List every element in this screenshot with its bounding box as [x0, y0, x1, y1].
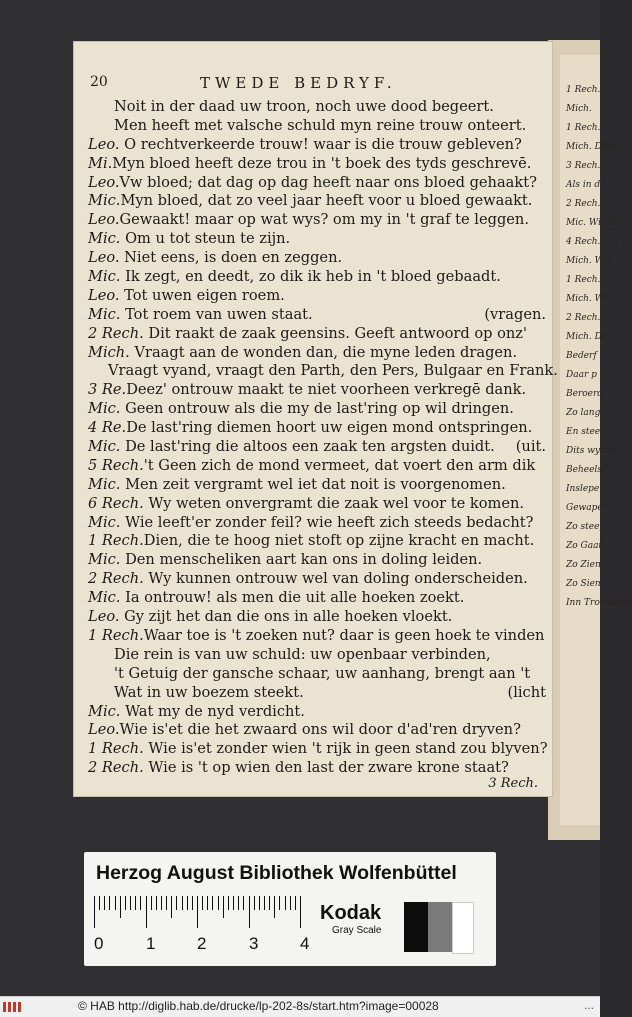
ruler-number: 0: [94, 934, 104, 953]
facing-page-fragment: Mich. De: [566, 332, 608, 342]
turnover-fragment: (vragen.: [484, 305, 546, 323]
turnover-fragment: (licht: [507, 683, 546, 701]
speaker-label: Mic.: [88, 400, 121, 418]
text-line: [88, 381, 546, 400]
speaker-label: Mic.: [88, 192, 121, 210]
text-line: [88, 287, 546, 306]
ruler-tick: [161, 896, 162, 910]
text-line: [88, 325, 546, 344]
verse-text: Tot roem van uwen staat.: [120, 305, 313, 323]
text-line: [88, 476, 546, 495]
ruler-tick: [249, 896, 250, 928]
ruler-tick: [197, 896, 198, 928]
speaker-label: Mi.: [88, 154, 113, 172]
kodak-logo: Kodak: [320, 902, 382, 924]
ruler-tick: [279, 896, 280, 910]
facing-page-fragment: Inn Trouweme: [566, 598, 632, 608]
ruler-tick: [274, 896, 275, 918]
text-line: [88, 268, 546, 287]
verse-text: Gewaakt! maar op wat wys? om my in 't graf te leggen.: [119, 211, 529, 229]
verse-text: Die rein is van uw schuld: uw openbaar verbinden,: [114, 645, 491, 663]
facing-page-fragment: Zo steeg: [566, 522, 606, 532]
speaker-label: Leo.: [88, 721, 120, 739]
text-block: [88, 98, 558, 778]
more-menu-icon[interactable]: ...: [583, 998, 594, 1012]
verse-text: Wie is'et die het zwaard ons wil door d'ad'ren dryven?: [119, 721, 521, 739]
ruler-tick: [207, 896, 208, 910]
ruler-number: 2: [197, 934, 207, 953]
hab-logo-icon[interactable]: [2, 1000, 22, 1014]
text-line: [88, 249, 546, 268]
text-line: [88, 721, 546, 740]
ruler-number: 4: [300, 934, 310, 953]
speaker-label: Leo.: [88, 135, 120, 153]
text-line: [88, 117, 546, 136]
facing-page-fragment: Dits wyard: [566, 446, 616, 456]
text-line: [88, 684, 546, 703]
speaker-label: Mic.: [88, 513, 121, 531]
facing-page-fragment: Gewapen: [566, 503, 609, 513]
viewer-footer: [0, 996, 600, 1017]
gray-scale-label: Gray Scale: [332, 925, 382, 936]
ruler-tick: [135, 896, 136, 910]
verse-text: Wat in uw boezem steekt.: [114, 683, 304, 701]
speaker-label: Mic.: [88, 589, 121, 607]
verse-text: Den menscheliken aart kan ons in doling leiden.: [120, 551, 483, 569]
speaker-label: 1 Rech.: [88, 532, 144, 550]
speaker-label: Mic.: [88, 230, 121, 248]
verse-text: Geen ontrouw als die my de last'ring op wil dringen.: [120, 400, 514, 418]
gray-swatch-black: [404, 902, 428, 952]
text-line: [88, 400, 546, 419]
text-line: [88, 230, 546, 249]
text-line: [88, 344, 546, 363]
running-head: TWEDE BEDRYF.: [200, 74, 397, 92]
text-line: [88, 703, 546, 722]
speaker-label: 4 Re.: [88, 419, 127, 437]
ruler-tick: [254, 896, 255, 910]
verse-text: Waar toe is 't zoeken nut? daar is geen hoek te vinden: [143, 626, 545, 644]
facing-page-fragment: 4 Rech. Wy: [566, 237, 618, 247]
ruler-tick: [166, 896, 167, 910]
ruler-tick: [104, 896, 105, 910]
facing-page-fragment: Mich. Dien: [566, 142, 616, 152]
ruler-number: 3: [249, 934, 259, 953]
speaker-label: 2 Rech.: [88, 759, 144, 777]
verse-text: Deez' ontrouw maakt te niet voorheen verkregē dank.: [126, 381, 527, 399]
ruler-tick: [171, 896, 172, 918]
ruler-tick: [140, 896, 141, 910]
facing-page-fragment: 2 Rech. Wat: [566, 199, 621, 209]
ruler-tick: [94, 896, 95, 928]
facing-page-fragment: 1 Rech.: [566, 123, 601, 133]
text-line: [88, 192, 546, 211]
verse-text: 't Getuig der gansche schaar, uw aanhang, brengt aan 't: [114, 664, 531, 682]
verse-text: Men zeit vergramt wel iet dat noit is voorgenomen.: [120, 475, 506, 493]
ruler-tick: [300, 896, 301, 928]
ruler-tick: [269, 896, 270, 910]
verse-text: Wie is 't op wien den last der zware krone staat?: [143, 759, 509, 777]
verse-text: Niet eens, is doen en zeggen.: [119, 249, 343, 267]
ruler-tick: [290, 896, 291, 910]
ruler-tick: [156, 896, 157, 910]
ruler-tick: [130, 896, 131, 910]
text-line: [88, 608, 546, 627]
facing-page-fragment: Beroerd: [566, 389, 604, 399]
ruler-number: 1: [146, 934, 156, 953]
speaker-label: Leo.: [88, 286, 120, 304]
turnover-fragment: (uit.: [515, 438, 546, 456]
verse-text: Noit in der daad uw troon, noch uwe dood begeert.: [114, 98, 494, 115]
facing-page-fragment: Inslepen: [566, 484, 606, 494]
ruler-tick: [238, 896, 239, 910]
verse-text: Vraagt aan de wonden dan, die myne leden dragen.: [129, 343, 518, 361]
speaker-label: Mic.: [88, 438, 121, 456]
facing-page-fragment: 2 Rech.: [566, 313, 601, 323]
card-title: Herzog August Bibliothek Wolfenbüttel: [96, 862, 457, 884]
page-number: 20: [90, 74, 108, 90]
verse-text: Wy weten onvergramt die zaak wel voor te komen.: [143, 494, 525, 512]
text-line: [88, 457, 546, 476]
verse-text: 't Geen zich de mond vermeet, dat voert den arm dik: [143, 456, 536, 474]
text-line: [88, 759, 546, 778]
facing-page-fragment: Zo lang: [566, 408, 601, 418]
speaker-label: Mic.: [88, 268, 121, 286]
speaker-label: 2 Rech.: [88, 324, 144, 342]
text-line: [88, 136, 546, 155]
facing-page-fragment: Zo Gaat: [566, 541, 603, 551]
ruler-tick: [187, 896, 188, 910]
text-line: [88, 514, 546, 533]
verse-text: De last'ring diemen hoort uw eigen mond ontspringen.: [126, 419, 533, 437]
speaker-label: 1 Rech.: [88, 740, 144, 758]
ruler-tick: [285, 896, 286, 910]
verse-text: Wat my de nyd verdicht.: [120, 702, 305, 720]
ruler-tick: [120, 896, 121, 918]
facing-page-fragment: Daar p: [566, 370, 597, 380]
verse-text: Men heeft met valsche schuld myn reine trouw onteert.: [114, 116, 527, 134]
speaker-label: Leo.: [88, 249, 120, 267]
ruler-tick: [125, 896, 126, 910]
speaker-label: 2 Rech.: [88, 570, 144, 588]
ruler-tick: [233, 896, 234, 910]
page-header: [90, 74, 542, 94]
verse-text: Om u tot steun te zijn.: [120, 230, 291, 248]
verse-text: Gy zijt het dan die ons in alle hoeken vloekt.: [119, 608, 453, 626]
verse-text: Myn bloed heeft deze trou in 't boek des tyds geschrevē.: [112, 154, 532, 172]
text-line: [88, 419, 546, 438]
verse-text: Wie is'et zonder wien 't rijk in geen stand zou blyven?: [143, 740, 548, 758]
verse-text: Wy kunnen ontrouw wel van doling onderscheiden.: [143, 570, 528, 588]
verse-text: O rechtverkeerde trouw! waar is die trouw gebleven?: [119, 135, 522, 153]
speaker-label: Leo.: [88, 608, 120, 626]
ruler-tick: [264, 896, 265, 910]
verse-text: De last'ring die altoos een zaak ten argsten duidt.: [120, 438, 495, 456]
speaker-label: Mich.: [88, 343, 130, 361]
text-line: [88, 306, 546, 325]
ruler-tick: [182, 896, 183, 910]
ruler-tick: [259, 896, 260, 910]
facing-page-fragment: En steel: [566, 427, 603, 437]
speaker-label: 3 Re.: [88, 381, 127, 399]
speaker-label: 5 Rech.: [88, 456, 144, 474]
text-line: [88, 570, 546, 589]
text-line: [88, 627, 546, 646]
speaker-label: Leo.: [88, 211, 120, 229]
ruler-tick: [151, 896, 152, 910]
text-line: [88, 438, 546, 457]
verse-text: Ik zegt, en deedt, zo dik ik heb in 't bloed gebaadt.: [120, 268, 501, 286]
ruler-tick: [115, 896, 116, 910]
catchword: 3 Rech.: [488, 776, 538, 791]
verse-text: Tot uwen eigen roem.: [119, 286, 285, 304]
facing-page-fragment: Beheelsen: [566, 465, 614, 475]
verse-text: Ia ontrouw! als men die uit alle hoeken zoekt.: [120, 589, 465, 607]
speaker-label: Leo.: [88, 173, 120, 191]
facing-page-fragment: 3 Rech.: [566, 161, 601, 171]
text-line: [88, 362, 558, 381]
gray-swatch-white: [452, 902, 474, 954]
facing-page-fragment: Mich. Wie: [566, 294, 612, 304]
ruler-tick: [218, 896, 219, 910]
ruler-tick: [202, 896, 203, 910]
ruler-tick: [146, 896, 147, 928]
facing-page-fragment: Mich. Wie: [566, 256, 612, 266]
text-line: [88, 551, 546, 570]
facing-page-fragment: Mich.: [566, 104, 592, 114]
text-line: [88, 211, 546, 230]
text-line: [88, 740, 546, 759]
ruler: [94, 896, 308, 928]
facing-page-fragment: Zo Zien: [566, 560, 601, 570]
speaker-label: 1 Rech.: [88, 626, 144, 644]
text-line: [88, 174, 546, 193]
facing-page-fragment: 1 Rech.: [566, 275, 601, 285]
ruler-tick: [109, 896, 110, 910]
text-line: [88, 98, 546, 117]
verse-text: Wie leeft'er zonder feil? wie heeft zich steeds bedacht?: [120, 513, 534, 531]
speaker-label: 6 Rech.: [88, 494, 144, 512]
text-line: [88, 665, 546, 684]
ruler-tick: [212, 896, 213, 910]
ruler-tick: [243, 896, 244, 910]
speaker-label: Mic.: [88, 305, 121, 323]
ruler-tick: [228, 896, 229, 910]
text-line: [88, 495, 546, 514]
ruler-tick: [176, 896, 177, 910]
ruler-tick: [223, 896, 224, 918]
facing-page-fragment: Zo Sien u: [566, 579, 610, 589]
verse-text: Dit raakt de zaak geensins. Geeft antwoord op onz': [143, 324, 528, 342]
text-line: [88, 589, 546, 608]
facing-page-fragment: Mic. Wie kn: [566, 218, 621, 228]
facing-page-fragment: Bederf: [566, 351, 597, 361]
facing-page-fragment: 1 Rech.: [566, 85, 601, 95]
ruler-tick: [192, 896, 193, 910]
facing-page: [560, 55, 632, 825]
book-page: [74, 42, 558, 796]
verse-text: Vraagt vyand, vraagt den Parth, den Pers, Bulgaar en Frank.: [108, 362, 558, 380]
text-line: [88, 155, 546, 174]
verse-text: Vw bloed; dat dag op dag heeft naar ons bloed gehaakt?: [119, 173, 537, 191]
text-line: [88, 532, 546, 551]
verse-text: Dien, die te hoog niet stoft op zijne kracht en macht.: [143, 532, 535, 550]
gray-swatch-mid: [428, 902, 452, 952]
color-calibration-card: [84, 852, 496, 966]
speaker-label: Mic.: [88, 702, 121, 720]
ruler-tick: [295, 896, 296, 910]
facing-page-fragment: Als in de: [566, 180, 606, 190]
verse-text: Myn bloed, dat zo veel jaar heeft voor u bloed gewaakt.: [120, 192, 533, 210]
ruler-tick: [99, 896, 100, 910]
speaker-label: Mic.: [88, 551, 121, 569]
copyright-link[interactable]: © HAB http://diglib.hab.de/drucke/lp-202-8s/start.htm?image=00028: [78, 999, 439, 1013]
speaker-label: Mic.: [88, 475, 121, 493]
text-line: [88, 646, 546, 665]
